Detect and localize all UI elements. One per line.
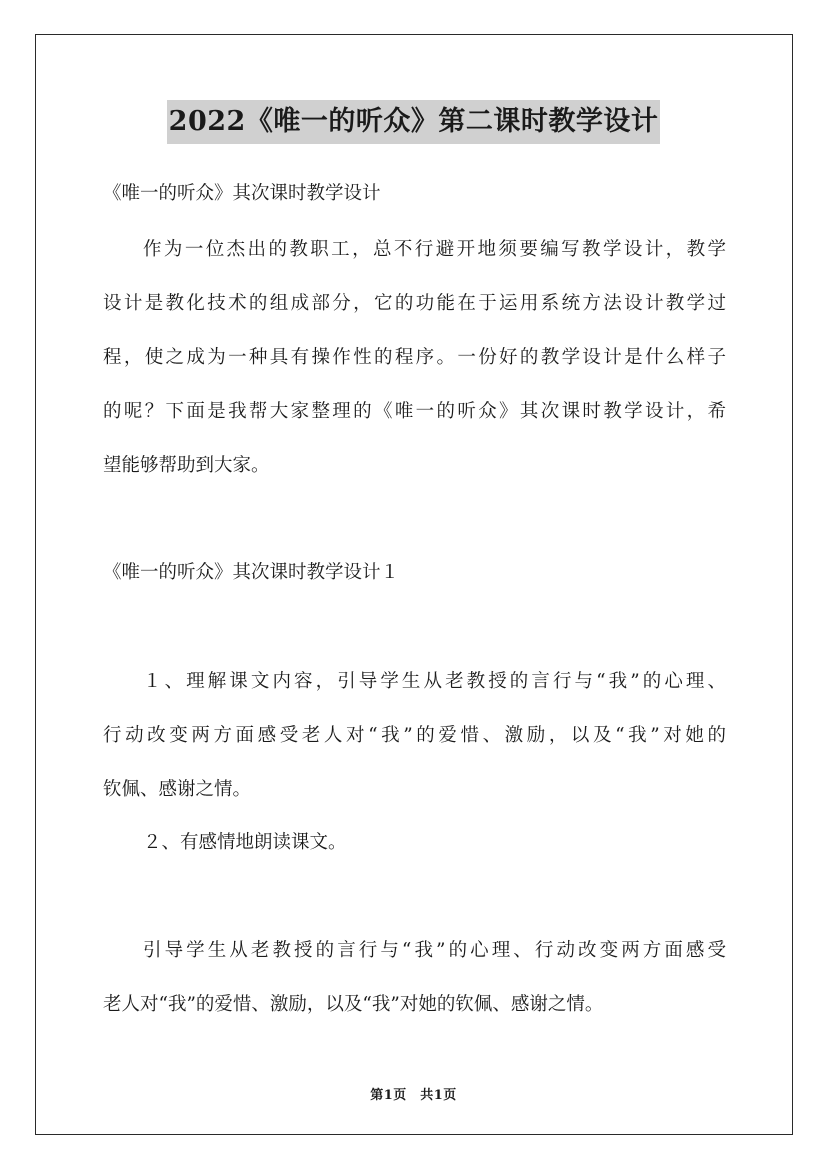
intro-line-4: 的呢？下面是我帮大家整理的《唯一的听众》其次课时教学设计，希 — [103, 401, 726, 422]
document-title: 2022《唯一的听众》第二课时教学设计 — [167, 100, 661, 144]
subtitle: 《唯一的听众》其次课时教学设计 — [103, 183, 381, 204]
goal-1-line-1: １、理解课文内容，引导学生从老教授的言行与“我”的心理、 — [143, 671, 726, 692]
intro-line-2: 设计是教化技术的组成部分，它的功能在于运用系统方法设计教学过 — [103, 293, 726, 314]
goal-1-line-2: 行动改变两方面感受老人对“我”的爱惜、激励，以及“我”对她的 — [103, 725, 726, 746]
title-container — [0, 100, 827, 144]
focus-line-2: 老人对“我”的爱惜、激励，以及“我”对她的钦佩、感谢之情。 — [103, 994, 604, 1015]
intro-line-3: 程，使之成为一种具有操作性的程序。一份好的教学设计是什么样子 — [103, 347, 726, 368]
section-heading: 《唯一的听众》其次课时教学设计１ — [103, 562, 400, 583]
goal-2: ２、有感情地朗读课文。 — [143, 832, 347, 853]
goal-1-line-3: 钦佩、感谢之情。 — [103, 779, 252, 800]
intro-line-1: 作为一位杰出的教职工，总不行避开地须要编写教学设计，教学 — [143, 239, 726, 260]
page-number: 第1页 共1页 — [370, 1088, 457, 1103]
intro-line-5: 望能够帮助到大家。 — [103, 455, 270, 476]
focus-line-1: 引导学生从老教授的言行与“我”的心理、行动改变两方面感受 — [143, 940, 726, 961]
